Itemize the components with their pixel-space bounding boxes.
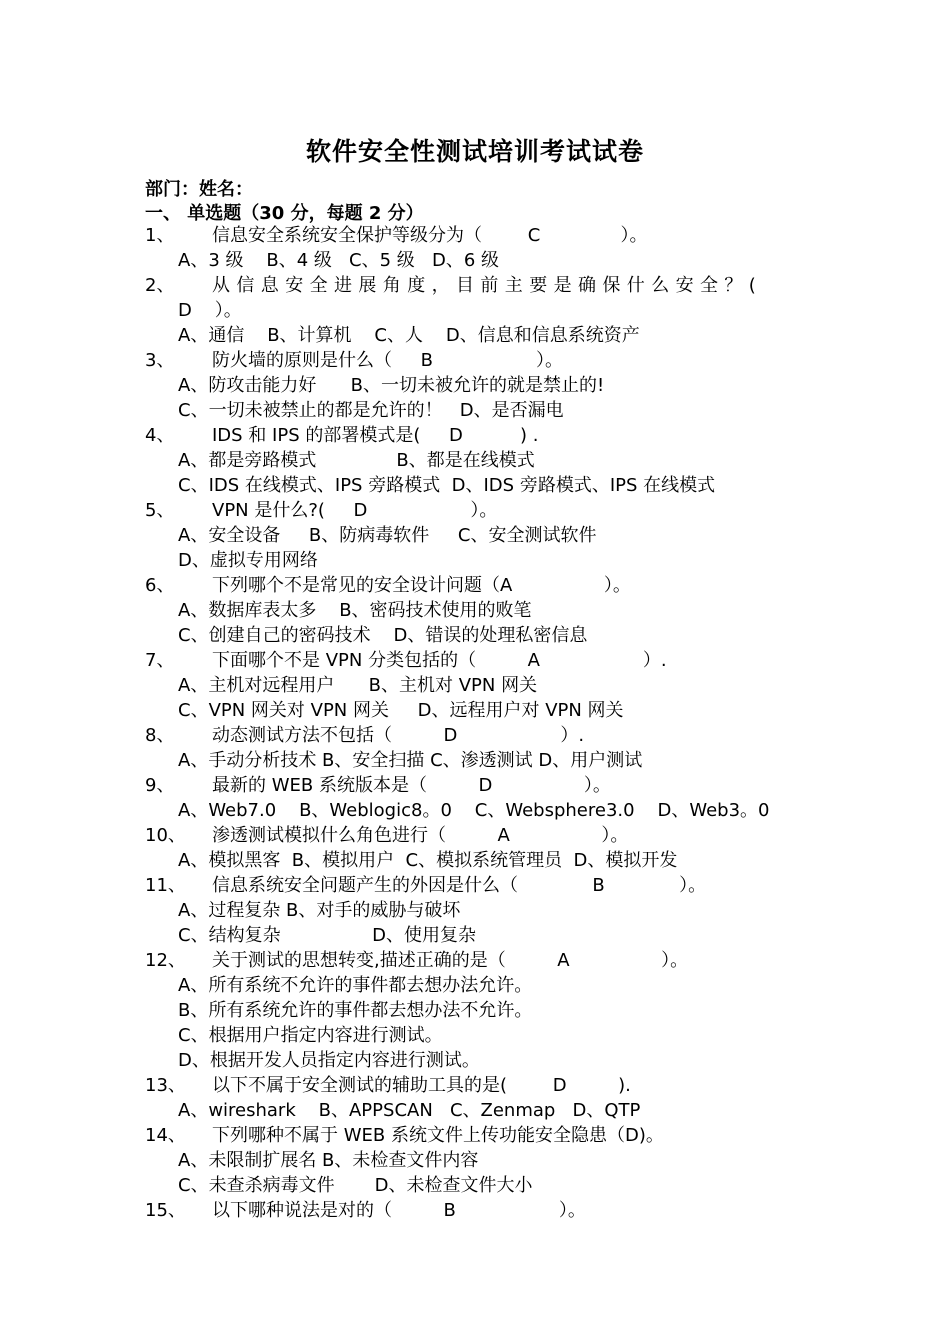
question-text: 关于测试的思想转变,描述正确的是（ A ）。	[212, 950, 689, 971]
question-number: 2、	[145, 275, 175, 296]
question-5	[145, 499, 497, 523]
question-number: 5、	[145, 500, 175, 521]
question-options: A、手动分析技术 B、安全扫描 C、渗透测试 D、用户测试	[178, 750, 643, 771]
question-options: C、IDS 在线模式、IPS 旁路模式 D、IDS 旁路模式、IPS 在线模式	[178, 475, 716, 496]
question-text: 以下哪种说法是对的（ B ）。	[212, 1200, 586, 1221]
dept-name-line: 部门：姓名：	[145, 179, 253, 200]
question-9	[145, 774, 611, 798]
question-text: 从信息安全进展角度，目前主要是确保什么安全？(	[212, 275, 763, 296]
question-number: 7、	[145, 650, 175, 671]
question-text: 信息安全系统安全保护等级分为（ C ）。	[212, 225, 648, 246]
question-number: 3、	[145, 350, 175, 371]
question-6	[145, 574, 631, 598]
question-options: D、虚拟专用网络	[178, 550, 318, 571]
question-options: A、主机对远程用户 B、主机对 VPN 网关	[178, 675, 538, 696]
question-text: 最新的 WEB 系统版本是（ D ）。	[212, 775, 611, 796]
question-options: C、结构复杂 D、使用复杂	[178, 925, 476, 946]
page-title: 软件安全性测试培训考试试卷	[305, 137, 644, 166]
question-3	[145, 349, 563, 373]
question-number: 6、	[145, 575, 175, 596]
question-options: C、未查杀病毒文件 D、未检查文件大小	[178, 1175, 533, 1196]
question-text: 动态测试方法不包括（ D ）.	[212, 725, 585, 746]
question-options: A、Web7.0 B、Weblogic8。0 C、Websphere3.0 D、Web3。0	[178, 800, 770, 821]
question-text: 以下不属于安全测试的辅助工具的是( D ).	[212, 1075, 631, 1096]
question-number: 1、	[145, 225, 175, 246]
question-options: A、防攻击能力好 B、一切未被允许的就是禁止的!	[178, 375, 605, 396]
question-number: 13、	[145, 1075, 186, 1096]
question-number: 14、	[145, 1125, 186, 1146]
question-options: C、一切未被禁止的都是允许的！ D、是否漏电	[178, 400, 564, 421]
question-text: VPN 是什么?( D ）。	[212, 500, 498, 521]
question-8	[145, 724, 584, 748]
question-options: C、VPN 网关对 VPN 网关 D、远程用户对 VPN 网关	[178, 700, 624, 721]
question-options: C、创建自己的密码技术 D、错误的处理私密信息	[178, 625, 588, 646]
question-13	[145, 1074, 631, 1098]
question-text: 防火墙的原则是什么（ B ）。	[212, 350, 563, 371]
question-11	[145, 874, 706, 898]
question-options: A、未限制扩展名 B、未检查文件内容	[178, 1150, 479, 1171]
question-options: B、所有系统允许的事件都去想办法不允许。	[178, 1000, 533, 1021]
question-4	[145, 424, 539, 448]
question-2	[145, 274, 762, 298]
question-options: C、根据用户指定内容进行测试。	[178, 1025, 443, 1046]
question-options: A、3 级 B、4 级 C、5 级 D、6 级	[178, 250, 500, 271]
question-options: A、都是旁路模式 B、都是在线模式	[178, 450, 535, 471]
question-continuation: D ）。	[178, 300, 242, 321]
question-text: 信息系统安全问题产生的外因是什么（ B ）。	[212, 875, 707, 896]
question-number: 4、	[145, 425, 175, 446]
question-1	[145, 224, 647, 248]
question-number: 8、	[145, 725, 175, 746]
question-number: 15、	[145, 1200, 186, 1221]
question-15	[145, 1199, 586, 1223]
question-number: 9、	[145, 775, 175, 796]
question-options: A、数据库表太多 B、密码技术使用的败笔	[178, 600, 532, 621]
question-10	[145, 824, 628, 848]
question-text: 下面哪个不是 VPN 分类包括的（ A ）.	[212, 650, 667, 671]
question-text: 下列哪个不是常见的安全设计问题（A ）。	[212, 575, 631, 596]
question-options: A、所有系统不允许的事件都去想办法允许。	[178, 975, 533, 996]
question-options: A、安全设备 B、防病毒软件 C、安全测试软件	[178, 525, 597, 546]
question-text: IDS 和 IPS 的部署模式是( D ) .	[212, 425, 539, 446]
question-options: A、wireshark B、APPSCAN C、Zenmap D、QTP	[178, 1100, 641, 1121]
question-number: 10、	[145, 825, 186, 846]
section-heading: 一、 单选题（30 分，每题 2 分）	[145, 203, 424, 224]
question-text: 下列哪种不属于 WEB 系统文件上传功能安全隐患（D)。	[212, 1125, 664, 1146]
question-number: 12、	[145, 950, 186, 971]
question-options: A、过程复杂 B、对手的威胁与破坏	[178, 900, 461, 921]
question-12	[145, 949, 688, 973]
question-7	[145, 649, 667, 673]
question-text: 渗透测试模拟什么角色进行（ A ）。	[212, 825, 629, 846]
question-options: D、根据开发人员指定内容进行测试。	[178, 1050, 480, 1071]
question-options: A、通信 B、计算机 C、人 D、信息和信息系统资产	[178, 325, 640, 346]
question-number: 11、	[145, 875, 186, 896]
question-14	[145, 1124, 664, 1148]
question-options: A、模拟黑客 B、模拟用户 C、模拟系统管理员 D、模拟开发	[178, 850, 678, 871]
